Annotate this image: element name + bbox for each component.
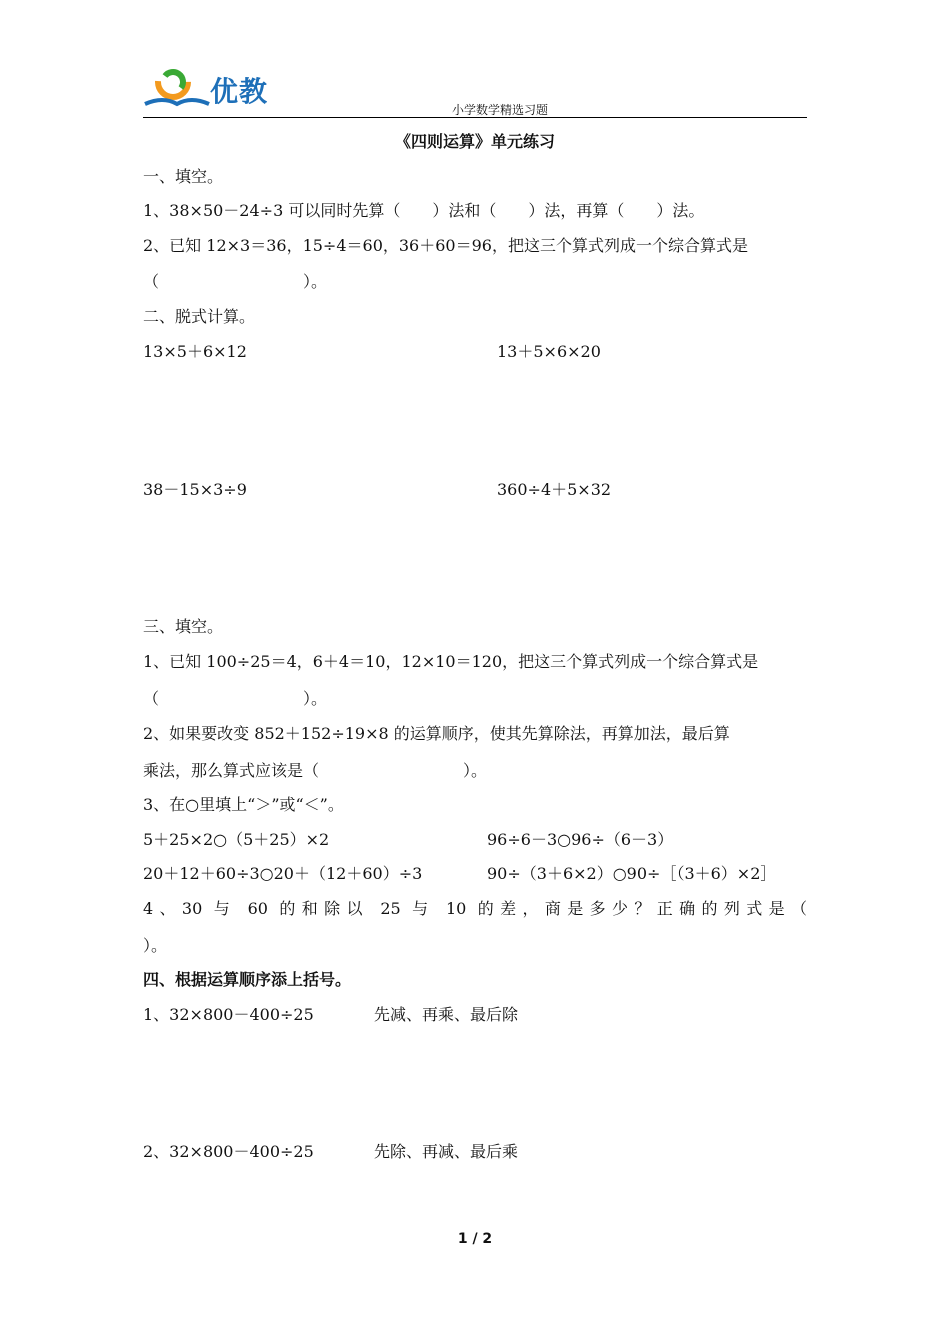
s3-question-4-line-2: ）。 xyxy=(143,936,168,955)
s4-question-1-expression: 1、32×800－400÷25 xyxy=(143,1005,314,1024)
header-subtitle: 小学数学精选习题 xyxy=(452,103,549,117)
s3-question-2-line-1: 2、如果要改变 852＋152÷19×8 的运算顺序，使其先算除法，再算加法，最后算 xyxy=(143,724,730,743)
s4-question-2-expression: 2、32×800－400÷25 xyxy=(143,1142,314,1161)
s2-expression-1: 13×5＋6×12 xyxy=(143,342,247,361)
s2-expression-2: 13＋5×6×20 xyxy=(497,342,601,361)
section-3-heading: 三、填空。 xyxy=(143,617,224,636)
section-2-heading: 二、脱式计算。 xyxy=(143,307,256,326)
s3-question-1-line-2: （ ）。 xyxy=(143,689,328,708)
s4-question-1-order: 先减、再乘、最后除 xyxy=(374,1005,519,1024)
s2-expression-4: 360÷4＋5×32 xyxy=(497,480,612,499)
s1-question-2-line-2: （ ）。 xyxy=(143,272,328,291)
s2-expression-3: 38－15×3÷9 xyxy=(143,480,247,499)
logo-text: 优教 xyxy=(210,75,269,108)
section-1-heading: 一、填空。 xyxy=(143,167,224,186)
s3-question-4-line-1: 4、30 与 60 的和除以 25 与 10 的差，商是多少？正确的列式是（ xyxy=(143,899,807,918)
page-number: 1 / 2 xyxy=(457,1231,493,1247)
s3-compare-3: 20＋12＋60÷3○20＋（12＋60）÷3 xyxy=(143,864,423,883)
s3-question-2-line-2: 乘法，那么算式应该是（ ）。 xyxy=(143,761,488,780)
s3-compare-4: 90÷（3＋6×2）○90÷［（3＋6）×2］ xyxy=(487,864,777,883)
header-divider xyxy=(143,117,807,118)
logo-icon xyxy=(143,62,213,112)
s3-compare-2: 96÷6－3○96÷（6－3） xyxy=(487,830,674,849)
section-4-heading: 四、根据运算顺序添上括号。 xyxy=(143,970,352,989)
s3-compare-1: 5＋25×2○（5＋25）×2 xyxy=(143,830,330,849)
page-title: 《四则运算》单元练习 xyxy=(394,132,555,151)
s1-question-2-line-1: 2、已知 12×3＝36，15÷4＝60，36＋60＝96，把这三个算式列成一个综合算式是 xyxy=(143,236,748,255)
s3-question-1-line-1: 1、已知 100÷25＝4，6＋4＝10，12×10＝120，把这三个算式列成一个综合算式是 xyxy=(143,652,759,671)
s1-question-1: 1、38×50－24÷3 可以同时先算（ ）法和（ ）法，再算（ ）法。 xyxy=(143,201,705,220)
s3-question-3: 3、在○里填上“＞”或“＜”。 xyxy=(143,795,344,814)
s4-question-2-order: 先除、再减、最后乘 xyxy=(374,1142,519,1161)
